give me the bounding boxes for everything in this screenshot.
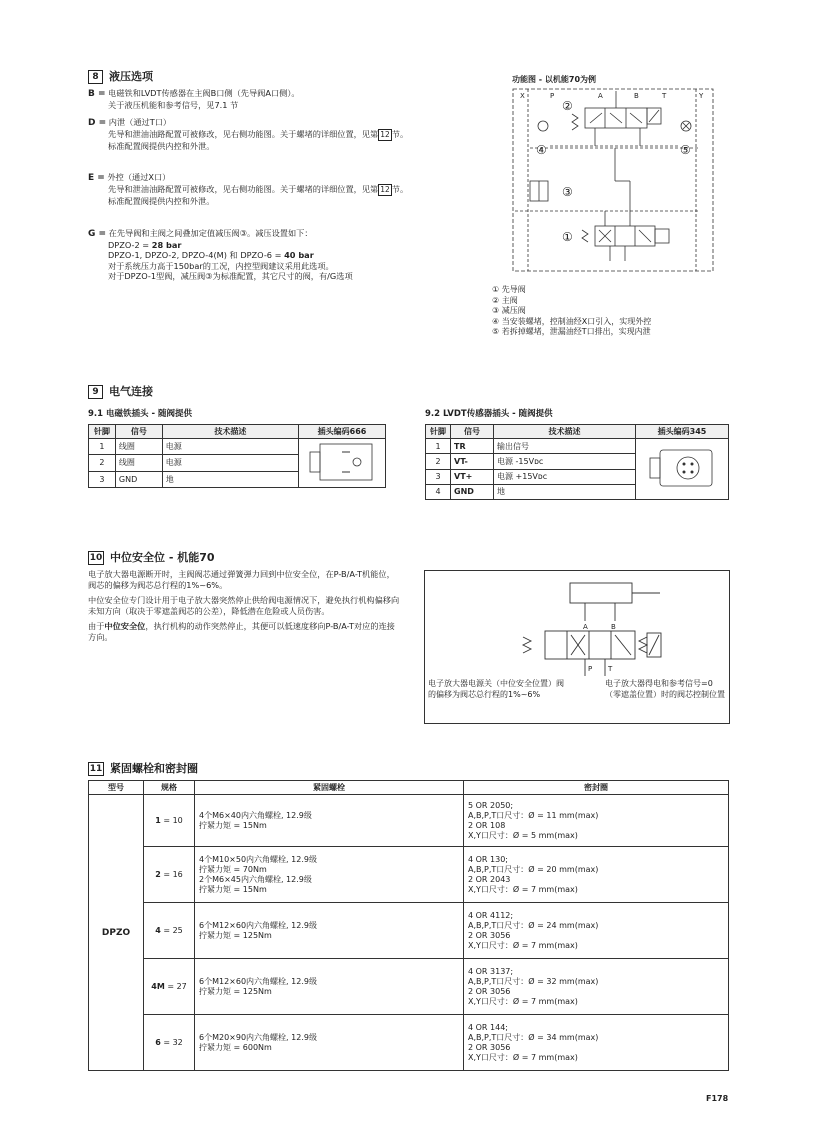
bolt-cell: [195, 847, 464, 903]
option-line: 在先导阀和主阀之间叠加定值减压阀③。减压设置如下：: [108, 228, 313, 238]
seal-line: A,B,P,T口尺寸：Ø = 34 mm(max): [468, 1032, 599, 1042]
col-header: 规格: [144, 781, 195, 795]
option-g: [88, 228, 468, 282]
size-cell: [144, 847, 195, 903]
bolt-line: 拧紧力矩 = 600Nm: [199, 1042, 272, 1052]
col-header: 技术描述: [494, 425, 636, 439]
cell: 输出信号: [494, 439, 636, 454]
size-value: = 32: [160, 1038, 183, 1047]
port-t: T: [608, 665, 613, 673]
col-header: 技术描述: [162, 425, 298, 439]
cell: 3: [426, 469, 451, 484]
bolt-cell: [195, 795, 464, 847]
seal-line: A,B,P,T口尺寸：Ø = 11 mm(max): [468, 810, 599, 820]
size-value: = 25: [160, 926, 183, 935]
marker-4: ④: [536, 143, 547, 157]
bolt-cell: [195, 1015, 464, 1071]
safety-position-figure: [424, 570, 730, 724]
seal-cell: [464, 1015, 729, 1071]
table-row: [89, 795, 729, 847]
bolt-line: 6个M12×60内六角螺栓, 12.9级: [199, 920, 317, 930]
diagram-title: 功能图 - 以机能70为例: [512, 75, 597, 84]
cell: 2: [89, 455, 116, 471]
text: 中位安全位: [104, 621, 146, 631]
cell: TR: [451, 439, 494, 454]
bolt-line: 拧紧力矩 = 15Nm: [199, 820, 267, 830]
size-value: 4: [155, 926, 161, 935]
seal-line: 4 OR 4112;: [468, 910, 514, 920]
section-title-text: 70: [199, 551, 215, 564]
option-line: 节。: [391, 183, 409, 194]
bolts-seals-table: [88, 780, 729, 1071]
port-a: A: [583, 623, 588, 631]
paragraph: 中位安全位专门设计用于电子放大器突然停止供给阀电源情况下，避免执行机构偏移向未知方向（取决于零遮盖阀芯的公差），降低潜在危险或人员伤害。: [88, 595, 400, 616]
cell: 4: [426, 484, 451, 499]
plug-4: [538, 121, 548, 131]
port-t: T: [662, 92, 667, 100]
port-b: B: [611, 623, 616, 631]
valve-envelope: [545, 631, 635, 659]
section-title-text: 液压选项: [109, 70, 153, 83]
size-value: 1: [155, 816, 161, 825]
connector-345-drawing: [636, 439, 729, 500]
legend-item: ⑤ 若拆掉螺堵，泄漏油经T口排出，实现内泄: [492, 327, 651, 336]
table-title: 9.2 LVDT传感器插头 - 随阀提供: [425, 409, 553, 419]
option-line: 标准配置阀提供内控和外泄。: [108, 196, 215, 206]
cell: 2: [426, 454, 451, 469]
table-row: [89, 1015, 729, 1071]
option-value: 40 bar: [284, 250, 314, 260]
port-p: P: [588, 665, 593, 673]
section-10-title: [88, 549, 215, 565]
seal-line: A,B,P,T口尺寸：Ø = 20 mm(max): [468, 864, 599, 874]
cell: GND: [115, 471, 162, 487]
size-cell: [144, 903, 195, 959]
port-b: B: [634, 92, 639, 100]
seal-line: A,B,P,T口尺寸：Ø = 32 mm(max): [468, 976, 599, 986]
section-9-title: [88, 383, 153, 399]
size-value: = 16: [160, 870, 183, 879]
col-header: 紧固螺栓: [195, 781, 464, 795]
seal-line: X,Y口尺寸：Ø = 7 mm(max): [468, 940, 578, 950]
option-line: 电磁铁和LVDT传感器在主阀B口侧（先导阀A口侧）。: [108, 88, 300, 98]
bolt-cell: [195, 959, 464, 1015]
option-line: 关于液压机能和参考信号，见7.1 节: [108, 99, 239, 110]
cell: VT+: [451, 469, 494, 484]
section-ref: 12: [378, 129, 392, 142]
col-header: 针脚: [426, 425, 451, 439]
seal-line: 2 OR 2043: [468, 874, 511, 884]
option-line: DPZO-1, DPZO-2, DPZO-4(M) 和 DPZO-6 =: [108, 250, 285, 260]
page-number: F178: [706, 1094, 729, 1103]
col-header: 信号: [115, 425, 162, 439]
cell: 1: [426, 439, 451, 454]
legend-item: ③ 减压阀: [492, 306, 526, 315]
marker-5: ⑤: [680, 143, 691, 157]
solenoid-connector-table: [88, 424, 386, 488]
size-cell: [144, 1015, 195, 1071]
option-line: 节。: [391, 128, 409, 139]
section-title-text: 电气连接: [109, 385, 153, 398]
port-a: A: [598, 92, 603, 100]
paragraph: 电子放大器电源断开时，主阀阀芯通过弹簧弹力回到中位安全位，在P-B/A-T机能位，阀芯的偏移为阀芯总行程的1%~6%。: [88, 569, 395, 590]
size-value: 4M: [151, 982, 165, 991]
option-key: B =: [88, 89, 106, 99]
bolt-line: 4个M6×40内六角螺栓, 12.9级: [199, 810, 312, 820]
main-solenoid: [655, 229, 669, 243]
diagram-frame: [513, 89, 713, 271]
diagram-legend: [492, 285, 732, 338]
caption-right: 电子放大器得电和参考信号=0（零遮盖位置）时的阀芯控制位置: [605, 679, 725, 699]
section-10-text: [88, 569, 400, 642]
bolt-line: 6个M12×60内六角螺栓, 12.9级: [199, 976, 317, 986]
option-key: D =: [88, 118, 107, 128]
connector-345-icon: [642, 440, 722, 496]
option-key: E =: [88, 173, 105, 183]
port-p: P: [550, 92, 555, 100]
section-number: 9: [88, 385, 103, 399]
lvdt-connector-table: [425, 424, 729, 500]
seal-line: 2 OR 3056: [468, 930, 511, 940]
connector-666-icon: [302, 440, 382, 484]
size-cell: [144, 959, 195, 1015]
section-number: 10: [89, 553, 103, 563]
size-value: 6: [155, 1038, 161, 1047]
option-e: [88, 172, 458, 207]
col-header: 针脚: [89, 425, 116, 439]
cylinder: [570, 583, 632, 603]
option-key: G =: [88, 229, 107, 239]
bolt-line: 拧紧力矩 = 70Nm: [199, 864, 267, 874]
legend-item: ① 先导阀: [492, 285, 526, 294]
bolt-line: 4个M10×50内六角螺栓, 12.9级: [199, 854, 317, 864]
safety-position-diagram: [425, 571, 729, 681]
cell: GND: [451, 484, 494, 499]
option-line: 内泄（通过T口）: [108, 117, 172, 127]
cell: 地: [162, 471, 298, 487]
cell: VT-: [451, 454, 494, 469]
marker-3: ③: [562, 185, 573, 199]
col-header: 密封圈: [464, 781, 729, 795]
caption-left: 电子放大器电源关（中位安全位置）阀的偏移为阀芯总行程的1%~6%: [428, 679, 564, 699]
text: ，执行机构的动作突然停止，其便可以低速度移向P-B/A-T对应的连接方向。: [88, 621, 395, 642]
option-line: 先导和泄油油路配置可被修改，见右侧功能图。关于螺堵的详细位置，见第: [108, 128, 379, 139]
seal-line: 2 OR 108: [468, 820, 506, 830]
cell: 1: [89, 439, 116, 455]
section-title-text: 中位安全位 - 机能: [110, 551, 200, 564]
model-cell: DPZO: [89, 795, 144, 1071]
cell: 3: [89, 471, 116, 487]
size-value: = 27: [164, 982, 187, 991]
option-d: [88, 117, 458, 152]
section-number: 8: [88, 70, 103, 84]
seal-line: 2 OR 3056: [468, 1042, 511, 1052]
table-row: [89, 439, 386, 455]
cell: 电源: [162, 439, 298, 455]
col-header: 插头编码666: [299, 425, 386, 439]
bolt-line: 拧紧力矩 = 125Nm: [199, 986, 272, 996]
connector-666-drawing: [299, 439, 386, 488]
bolt-cell: [195, 903, 464, 959]
seal-cell: [464, 959, 729, 1015]
paragraph: [88, 621, 400, 642]
table-row: [89, 959, 729, 1015]
marker-2: ②: [562, 99, 573, 113]
option-value: 28 bar: [151, 239, 182, 250]
section-ref: 12: [378, 184, 392, 197]
cell: 线圈: [115, 439, 162, 455]
option-b: [88, 88, 458, 110]
option-line: 对于系统压力高于150bar的工况，内控型阀建议采用此选项。: [108, 260, 334, 271]
cell: 电源: [162, 455, 298, 471]
legend-item: ② 主阀: [492, 295, 518, 305]
section-title-text: 紧固螺栓和密封圈: [110, 762, 198, 775]
section-number: 11: [89, 764, 103, 774]
main-valve-body: [595, 226, 655, 246]
cell: 电源 -15Vᴅᴄ: [494, 454, 636, 469]
seal-line: X,Y口尺寸：Ø = 7 mm(max): [468, 996, 578, 1006]
seal-line: 5 OR 2050;: [468, 800, 514, 810]
port-y: Y: [699, 92, 704, 100]
legend-item: ④ 当安装螺堵，控制油经X口引入，实现外控: [492, 316, 652, 326]
seal-line: A,B,P,T口尺寸：Ø = 24 mm(max): [468, 920, 599, 930]
function-diagram: [510, 86, 720, 276]
cell: 地: [494, 484, 636, 499]
seal-cell: [464, 847, 729, 903]
seal-cell: [464, 903, 729, 959]
option-line: DPZO-2 =: [108, 239, 152, 250]
table-row: [89, 903, 729, 959]
port-x: X: [520, 92, 525, 100]
bolt-line: 2个M6×45内六角螺栓, 12.9级: [199, 874, 312, 884]
seal-line: 4 OR 144;: [468, 1022, 508, 1032]
marker-1: ①: [562, 230, 573, 244]
text: 由于: [88, 621, 105, 631]
option-line: 对于DPZO-1型阀，减压阀③为标准配置，其它尺寸的阀，有/G选项: [108, 271, 353, 281]
table-title: 9.1 电磁铁插头 - 随阀提供: [88, 409, 192, 419]
cell: 电源 +15Vᴅᴄ: [494, 469, 636, 484]
col-header: 信号: [451, 425, 494, 439]
option-line: 标准配置阀提供内控和外泄。: [108, 141, 215, 151]
seal-line: 2 OR 3056: [468, 986, 511, 996]
seal-line: X,Y口尺寸：Ø = 7 mm(max): [468, 1052, 578, 1062]
table-row: [426, 439, 729, 454]
seal-cell: [464, 795, 729, 847]
option-line: 先导和泄油油路配置可被修改，见右侧功能图。关于螺堵的详细位置，见第: [108, 183, 379, 194]
seal-line: X,Y口尺寸：Ø = 7 mm(max): [468, 884, 578, 894]
col-header: 插头编码345: [636, 425, 729, 439]
seal-line: 4 OR 3137;: [468, 966, 514, 976]
option-line: 外控（通过X口）: [107, 172, 171, 182]
col-header: 型号: [89, 781, 144, 795]
bolt-line: 拧紧力矩 = 15Nm: [199, 884, 267, 894]
bolt-line: 拧紧力矩 = 125Nm: [199, 930, 272, 940]
size-cell: [144, 795, 195, 847]
section-11-title: [88, 760, 198, 776]
cell: 线圈: [115, 455, 162, 471]
seal-line: X,Y口尺寸：Ø = 5 mm(max): [468, 830, 578, 840]
table-row: [89, 847, 729, 903]
size-value: = 10: [160, 816, 183, 825]
size-value: 2: [155, 870, 161, 879]
seal-line: 4 OR 130;: [468, 854, 508, 864]
bolt-line: 6个M20×90内六角螺栓, 12.9级: [199, 1032, 317, 1042]
section-8-title: [88, 68, 153, 84]
